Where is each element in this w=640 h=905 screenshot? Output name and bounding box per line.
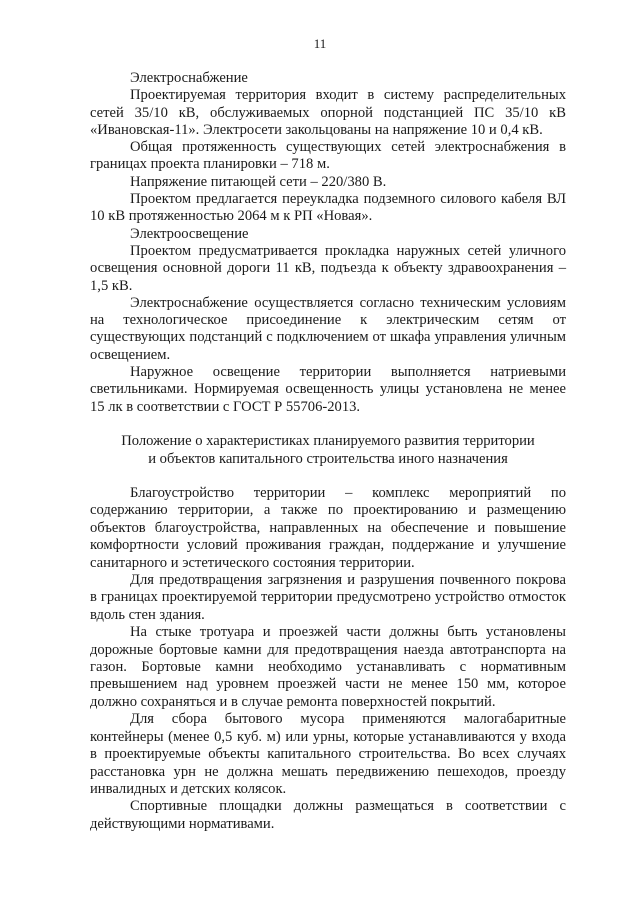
paragraph: Электроснабжение осуществляется согласно техническим условиям на технологическое присоединение к электрическим сетям от существующих подстанций с подключением от шкафа управления уличным освещением.: [90, 294, 566, 363]
section-heading: [90, 432, 566, 468]
section-heading-line: Положение о характеристиках планируемого развития территории: [121, 433, 535, 449]
paragraph: Наружное освещение территории выполняется натриевыми светильниками. Нормируемая освещенность улицы установлена не менее 15 лк в соответствии с ГОСТ Р 55706-2013.: [90, 364, 566, 415]
section-landscaping: [90, 485, 566, 833]
paragraph: Общая протяженность существующих сетей электроснабжения в границах проекта планировки – 718 м.: [90, 139, 566, 173]
paragraph: На стыке тротуара и проезжей части должны быть установлены дорожные бортовые камни для предотвращения наезда автотранспорта на газон. Бортовые камни необходимо устанавливать с нормативным превышением над уровнем проезжей части не менее 150 мм, которое должно сохраняться и в случае ремонта поверхностей покрытий.: [90, 624, 566, 710]
paragraph: Для сбора бытового мусора применяются малогабаритные контейнеры (менее 0,5 куб. м) или урны, которые устанавливаются у входа в проектируемые объекты капитального строительства. Во всех случаях расстановка урн не должна мешать передвижению пешеходов, проезду инвалидных и детских колясок.: [90, 711, 566, 797]
paragraph: Проектом предлагается переукладка подземного силового кабеля ВЛ 10 кВ протяженностью 2064 м к РП «Новая».: [90, 191, 566, 225]
paragraph: Проектом предусматривается прокладка наружных сетей уличного освещения основной дороги 11 кВ, подъезда к объекту здравоохранения – 1,5 кВ.: [90, 242, 566, 294]
paragraph: Спортивные площадки должны размещаться в соответствии с действующими нормативами.: [90, 798, 566, 832]
paragraph: Проектируемая территория входит в систему распределительных сетей 35/10 кВ, обслуживаемых опорной подстанцией ПС 35/10 кВ «Ивановская-11». Электросети закольцованы на напряжение 10 и 0,4 кВ.: [90, 87, 566, 138]
section-heading-line: и объектов капитального строительства иного назначения: [148, 451, 508, 467]
page-number: 11: [313, 36, 327, 51]
paragraph: Для предотвращения загрязнения и разрушения почвенного покрова в границах проектируемой территории предусмотрено устройство отмосток вдоль стен здания.: [90, 572, 566, 623]
section-power-supply: [90, 70, 566, 416]
subheading-power-supply: Электроснабжение: [130, 70, 248, 86]
subheading-lighting: Электроосвещение: [130, 225, 249, 242]
paragraph: Напряжение питающей сети – 220/380 В.: [130, 173, 387, 190]
paragraph: Благоустройство территории – комплекс мероприятий по содержанию территории, а также по проектированию и размещению объектов благоустройства, направленных на обеспечение и повышение комфортности условий проживания граждан, поддержание и улучшение санитарного и эстетического состояния территории.: [90, 485, 566, 571]
